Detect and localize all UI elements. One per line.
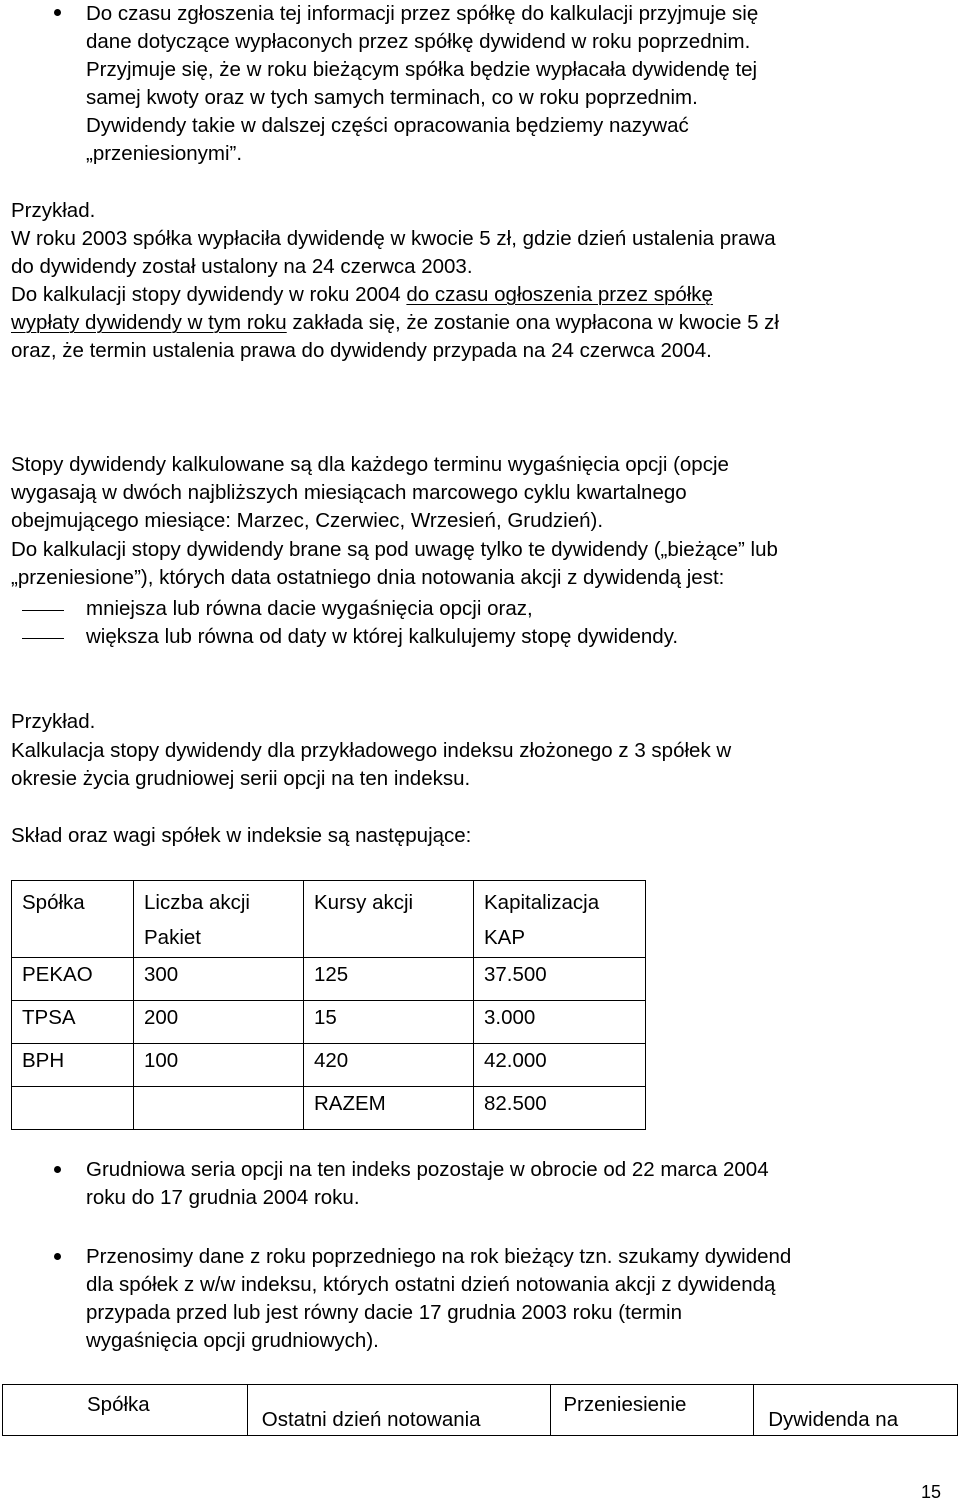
para2-line-3: obejmującego miesiące: Marzec, Czerwiec, Wrzesień, Grudzień).	[11, 509, 604, 532]
bullet-marker	[54, 1166, 61, 1173]
bullet3-line-1: Przenosimy dane z roku poprzedniego na rok bieżący tzn. szukamy dywidend	[86, 1245, 792, 1268]
bullet1-line-6: „przeniesionymi”.	[86, 142, 243, 165]
bullet1-line-1: Do czasu zgłoszenia tej informacji przez spółkę do kalkulacji przyjmuje się	[86, 2, 759, 25]
table-cell: TPSA	[12, 1001, 134, 1044]
dividend-table	[2, 1384, 958, 1436]
bullet1-line-2: dane dotyczące wypłaconych przez spółkę dywidend w roku poprzednim.	[86, 30, 751, 53]
table-cell: 125	[304, 958, 474, 1001]
bullet1-line-3: Przyjmuje się, że w roku bieżącym spółka będzie wypłacała dywidendę tej	[86, 58, 758, 81]
bullet3-line-4: wygaśnięcia opcji grudniowych).	[86, 1329, 379, 1352]
table-cell: RAZEM	[304, 1087, 474, 1130]
bullet-marker	[54, 1253, 61, 1260]
table-total-row	[12, 1087, 646, 1130]
para2-line-1: Stopy dywidendy kalkulowane są dla każdego terminu wygaśnięcia opcji (opcje	[11, 453, 729, 476]
table-cell: 3.000	[474, 1001, 646, 1044]
table-cell: 15	[304, 1001, 474, 1044]
table-header-row	[12, 881, 646, 958]
index-composition-table	[11, 880, 646, 1130]
bullet2-line-2: roku do 17 grudnia 2004 roku.	[86, 1186, 360, 1209]
para2-line-2: wygasają w dwóch najbliższych miesiącach marcowego cyklu kwartalnego	[11, 481, 687, 504]
example1-line-2: do dywidendy został ustalony na 24 czerwca 2003.	[11, 255, 473, 278]
dash-item-1: mniejsza lub równa dacie wygaśnięcia opcji oraz,	[86, 597, 533, 620]
header-cell: Spółka	[12, 881, 134, 958]
bullet1-line-5: Dywidendy takie w dalszej części opracowania będziemy nazywać	[86, 114, 689, 137]
header-cell: Kursy akcji	[304, 881, 474, 958]
table-row	[12, 1001, 646, 1044]
bullet3-line-2: dla spółek z w/w indeksu, których ostatni dzień notowania akcji z dywidendą	[86, 1273, 776, 1296]
table-cell	[134, 1087, 304, 1130]
bullet2-line-1: Grudniowa seria opcji na ten indeks pozostaje w obrocie od 22 marca 2004	[86, 1158, 769, 1181]
table-cell: 82.500	[474, 1087, 646, 1130]
underlined-phrase: do czasu ogłoszenia przez spółkę	[406, 283, 713, 306]
dash-marker	[22, 610, 64, 611]
table-cell: 100	[134, 1044, 304, 1087]
example1-label: Przykład.	[11, 199, 96, 222]
table-cell: BPH	[12, 1044, 134, 1087]
dash-item-2: większa lub równa od daty w której kalkulujemy stopę dywidendy.	[86, 625, 679, 648]
example2-label: Przykład.	[11, 710, 96, 733]
dash-marker	[22, 638, 64, 639]
example1-line-4-text: zakłada się, że zostanie ona wypłacona w kwocie 5 zł	[286, 311, 779, 334]
header-cell: Dywidenda na	[754, 1385, 958, 1436]
example1-line-1: W roku 2003 spółka wypłaciła dywidendę w kwocie 5 zł, gdzie dzień ustalenia prawa	[11, 227, 776, 250]
example1-line-5: oraz, że termin ustalenia prawa do dywidendy przypada na 24 czerwca 2004.	[11, 339, 712, 362]
para2-line-4: Do kalkulacji stopy dywidendy brane są pod uwagę tylko te dywidendy („bieżące” lub	[11, 538, 778, 561]
table-cell: 42.000	[474, 1044, 646, 1087]
table-header-row	[3, 1385, 958, 1436]
bullet-marker	[54, 9, 61, 16]
header-cell: Spółka	[3, 1385, 248, 1436]
table-row	[12, 958, 646, 1001]
example1-line-3-text: Do kalkulacji stopy dywidendy w roku 2004	[11, 283, 407, 306]
bullet1-line-4: samej kwoty oraz w tych samych terminach, co w roku poprzednim.	[86, 86, 698, 109]
table-cell: PEKAO	[12, 958, 134, 1001]
composition-heading: Skład oraz wagi spółek w indeksie są następujące:	[11, 824, 472, 847]
table-cell: 37.500	[474, 958, 646, 1001]
example1-line-3	[11, 285, 713, 306]
example2-line-1: Kalkulacja stopy dywidendy dla przykładowego indeksu złożonego z 3 spółek w	[11, 739, 732, 762]
example1-line-4	[11, 313, 779, 334]
para2-line-5: „przeniesione”), których data ostatniego dnia notowania akcji z dywidendą jest:	[11, 566, 725, 589]
header-cell: Przeniesienie	[551, 1385, 754, 1436]
table-cell	[12, 1087, 134, 1130]
header-cell: Kapitalizacja KAP	[474, 881, 646, 958]
header-cell: Ostatni dzień notowania	[247, 1385, 551, 1436]
table-cell: 200	[134, 1001, 304, 1044]
table-cell: 300	[134, 958, 304, 1001]
table-row	[12, 1044, 646, 1087]
header-cell: Liczba akcji Pakiet	[134, 881, 304, 958]
page-number: 15	[921, 1482, 942, 1502]
table-cell: 420	[304, 1044, 474, 1087]
bullet3-line-3: przypada przed lub jest równy dacie 17 grudnia 2003 roku (termin	[86, 1301, 682, 1324]
underlined-phrase: wypłaty dywidendy w tym roku	[11, 311, 287, 334]
example2-line-2: okresie życia grudniowej serii opcji na ten indeksu.	[11, 767, 471, 790]
